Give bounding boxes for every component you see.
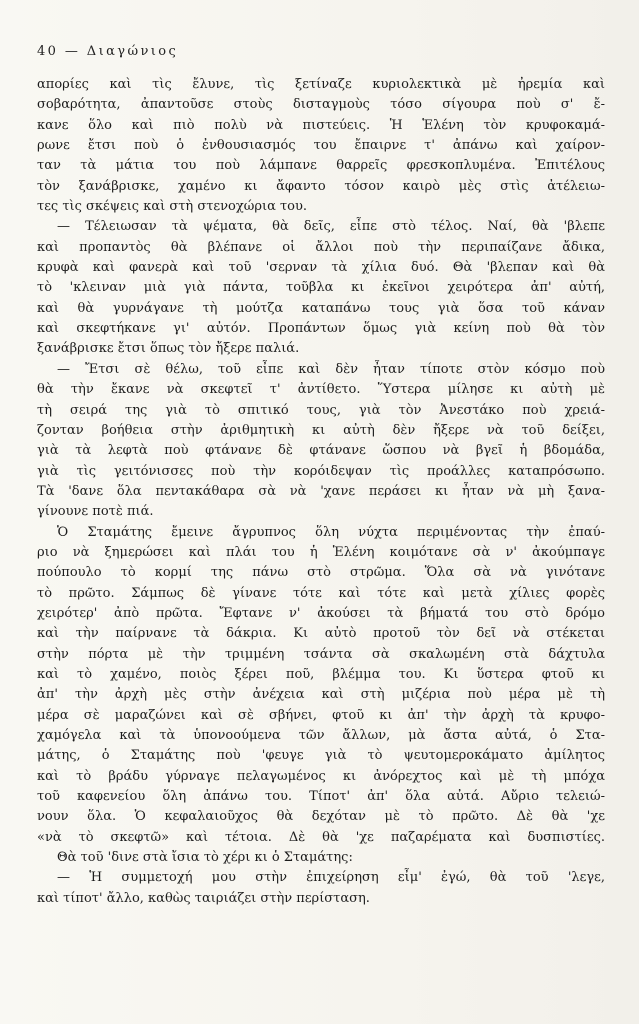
text-line: καὶ τὴν παίρνανε τὰ δάκρια. Κι αὐτὸ προτοῦ τὸν δεῖ νὰ στέκεται (37, 626, 605, 642)
text-line: ρωνε ἔτσι ποὺ ὁ ἐνθουσιασμός του ἔπαιρνε τ' ἀπάνω καὶ χαίρον- (37, 138, 605, 154)
text-line: τὸ 'κλειναν μιὰ γιὰ πάντα, τοῦβλα κι ἐκεῖνοι χειρότερα ἀπ' αὐτή, (37, 280, 605, 296)
text-line: — Τέλειωσαν τὰ ψέματα, θὰ δεῖς, εἶπε στὸ τέλος. Ναί, θὰ 'βλεπε (57, 219, 605, 235)
text-line: καὶ θὰ γυρνάγανε τὴ μούτζα καταπάνω τους γιὰ ὅσα τοῦ κάναν (37, 300, 605, 316)
running-head: 40 — Διαγώνιος (37, 44, 179, 59)
text-line: τὸ πρῶτο. Σάμπως δὲ γίνανε τότε καὶ τότε καὶ μετὰ χίλιες φορὲς (37, 585, 605, 601)
text-line: γίνουνε ποτὲ πιά. (37, 504, 154, 520)
text-line: γιὰ τὶς γειτόνισσες ποὺ τὴν κορόιδεψαν τὶς προάλλες καταπρόσωπο. (37, 463, 605, 479)
text-line: «νὰ τὸ σκεφτῶ» καὶ τέτοια. Δὲ θὰ 'χε παζαρέματα καὶ δυσπιστίες. (37, 829, 605, 845)
text-line: χαμόγελα καὶ τὰ ὑπονοούμενα τῶν ἄλλων, μὰ ἄστα αὐτά, ὁ Στα- (37, 728, 605, 743)
text-line: καὶ τὸ χαμένο, ποιὸς ξέρει ποῦ, βλέμμα του. Κι ὕστερα φτοῦ κι (37, 666, 605, 682)
text-line: τες τὶς σκέψεις καὶ στὴ στενοχώρια του. (37, 199, 308, 215)
text-line: τὸν ξανάβρισκε, χαμένο κι ἄφαντο τόσον καιρὸ μὲς στὶς ἀτέλειω- (37, 178, 605, 194)
text-line: — Ἡ συμμετοχή μου στὴν ἐπιχείρηση εἶμ' ἐγώ, θὰ τοῦ 'λεγε, (57, 870, 605, 886)
text-line: καὶ τίποτ' ἄλλο, καθὼς ταιριάζει στὴν περίσταση. (37, 890, 370, 906)
text-line: πούπουλο τὸ κορμί της πάνω στὸ στρῶμα. Ὅλα σὰ νὰ γινότανε (37, 565, 605, 581)
text-line: Τὰ 'δανε ὅλα πεντακάθαρα σὰ νὰ 'χανε περάσει κι ἦταν νὰ μὴ ξανα- (37, 483, 605, 499)
text-line: — Ἔτσι σὲ θέλω, τοῦ εἶπε καὶ δὲν ἦταν τίποτε στὸν κόσμο ποὺ (57, 361, 605, 377)
text-line: κανε ὅλο καὶ πιὸ πολὺ νὰ πιστεύεις. Ἡ Ἑλένη τὸν κρυφοκαμά- (37, 117, 605, 133)
text-line: σοβαρότητα, ἀπαντοῦσε στοὺς δισταγμοὺς τόσο σίγουρα ποὺ σ' ἔ- (37, 97, 605, 113)
text-line: τοῦ καφενείου ὅλη ἀπάνω του. Τίποτ' ἀπ' ὅλα αὐτά. Αὔριο τελειώ- (37, 789, 605, 805)
text-line: κρυφὰ καὶ φανερὰ καὶ τοῦ 'σερναν τὰ χίλια δυό. Θὰ 'βλεπαν καὶ θὰ (37, 260, 605, 276)
text-line: νουν ὅλα. Ὁ κεφαλαιοῦχος θὰ δεχόταν μὲ τὸ πρῶτο. Δὲ θὰ 'χε (37, 809, 605, 825)
body-text (37, 75, 605, 909)
text-line: ἀπ' τὴν ἀρχὴ μὲς στὴν ἀνέχεια καὶ στὴ μιζέρια ποὺ μέρα μὲ τὴ (37, 687, 605, 703)
text-line: θὰ τὴν ἔκανε νὰ σκεφτεῖ τ' ἀντίθετο. Ὕστερα μίλησε κι αὐτὴ μὲ (37, 382, 605, 398)
text-line: ριο νὰ ξημερώσει καὶ πλάι του ἡ Ἑλένη κοιμότανε σὰ ν' ἀκούμπαγε (37, 544, 605, 560)
text-line: καὶ προπαντὸς θὰ βλέπανε οἱ ἄλλοι ποὺ τὴν περιπαίζανε ἄδικα, (37, 239, 605, 255)
text-line: Ὁ Σταμάτης ἔμεινε ἄγρυπνος ὅλη νύχτα περιμένοντας τὴν ἐπαύ- (57, 524, 605, 540)
text-line: Θὰ τοῦ 'δινε στὰ ἴσια τὸ χέρι κι ὁ Σταμάτης: (57, 850, 353, 866)
text-line: τὴ σειρά της γιὰ τὸ σπιτικό τους, γιὰ τὸν Ἀνεστάκο ποὺ χρειά- (37, 402, 605, 418)
text-line: στὴν πόρτα μὲ τὴν τριμμένη τσάντα σὰ σκαλωμένη στὰ δάχτυλα (37, 646, 605, 662)
text-line: ταν τὰ μάτια του ποὺ λάμπανε θαρρεῖς φρεσκοπλυμένα. Ἐπιτέλους (37, 158, 605, 174)
text-line: χειρότερ' ἀπὸ πρῶτα. Ἔφτανε ν' ἀκούσει τὰ βήματά του στὸ δρόμο (37, 605, 605, 621)
text-line: μέρα σὲ μαραζώνει καὶ σὲ σβήνει, φτοῦ κι ἀπ' τὴν ἀρχὴ τὰ κρυφο- (37, 707, 605, 723)
text-line: απορίες καὶ τὶς ἔλυνε, τὶς ξετίναζε κυριολεκτικὰ μὲ ἠρεμία καὶ (37, 77, 605, 92)
text-line: ζονταν βοήθεια στὴν ἀριθμητικὴ κι αὐτὴ δὲν ἤξερε νὰ τοῦ δείξει, (37, 422, 605, 438)
text-line: μάτης, ὁ Σταμάτης ποὺ 'φευγε γιὰ τὸ ψευτομεροκάματο ἀμίλητος (37, 748, 605, 764)
text-line: ξανάβρισκε ἔτσι ὅπως τὸν ἤξερε παλιά. (37, 341, 300, 357)
text-line: γιὰ τὰ λεφτὰ ποὺ φτάνανε δὲ φτάνανε ὥσπου νὰ βγεῖ ἡ βδομάδα, (37, 443, 605, 459)
text-line: καὶ σκεφτήκανε γι' αὐτόν. Προπάντων ὅμως γιὰ κείνη ποὺ θὰ τὸν (37, 321, 605, 337)
text-line: καὶ τὸ βράδυ γύρναγε πελαγωμένος κι ἀνόρεχτος καὶ μὲ τὴ μπόχα (37, 768, 605, 784)
